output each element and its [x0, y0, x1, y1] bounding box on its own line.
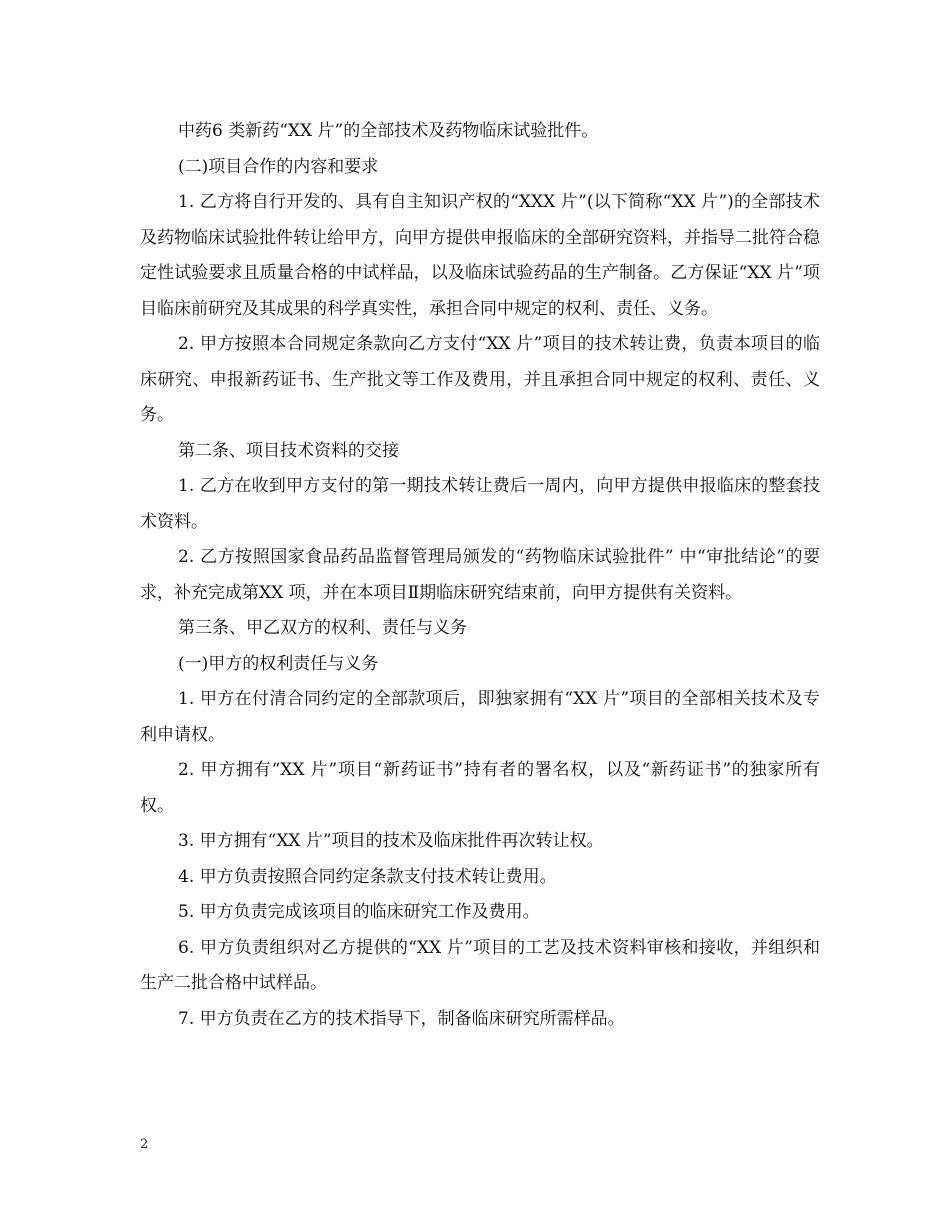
page-number: 2 — [140, 1137, 149, 1152]
document-body — [140, 114, 820, 1037]
section-heading-party-a-rights: (一)甲方的权利责任与义务 — [178, 653, 379, 674]
paragraph-7: 2. 乙方按照国家食品药品监督管理局颁发的“药物临床试验批件” 中“审批结论”的要求，补充完成第XX 项，并在本项目Ⅱ期临床研究结束前，向甲方提供有关资料。 — [140, 547, 820, 603]
paragraph-16: 7. 甲方负责在乙方的技术指导下，制备临床研究所需样品。 — [178, 1008, 625, 1029]
paragraph-15: 6. 甲方负责组织对乙方提供的“XX 片”项目的工艺及技术资料审核和接收，并组织和生产二批合格中试样品。 — [140, 937, 820, 993]
section-heading-project-cooperation: (二)项目合作的内容和要求 — [178, 156, 379, 177]
paragraph-4: 2. 甲方按照本合同规定条款向乙方支付“XX 片”项目的技术转让费，负责本项目的临床研究、申报新药证书、生产批文等工作及费用，并且承担合同中规定的权利、责任、义务。 — [140, 334, 820, 425]
paragraph-10: 1. 甲方在付清合同约定的全部款项后，即独家拥有“XX 片”项目的全部相关技术及专利申请权。 — [140, 689, 820, 745]
paragraph-1: 中药6 类新药“XX 片”的全部技术及药物临床试验批件。 — [178, 121, 599, 141]
paragraph-14: 5. 甲方负责完成该项目的临床研究工作及费用。 — [178, 902, 540, 922]
paragraph-11: 2. 甲方拥有“XX 片”项目“新药证书”持有者的署名权，以及“新药证书”的独家所有权。 — [140, 760, 820, 816]
article-heading-2: 第二条、项目技术资料的交接 — [178, 440, 399, 461]
article-heading-3: 第三条、甲乙双方的权利、责任与义务 — [178, 618, 467, 638]
paragraph-3: 1. 乙方将自行开发的、具有自主知识产权的“XXX 片”(以下简称“XX 片”)的全部技术及药物临床试验批件转让给甲方，向甲方提供申报临床的全部研究资料，并指导二批符合稳定性试验要求且质量合格的中试样品，以及临床试验药品的生产制备。乙方保证“XX 片”项目临床前研究及其成果的科学真实性，承担合同中规定的权利、责任、义务。 — [140, 192, 820, 319]
paragraph-6: 1. 乙方在收到甲方支付的第一期技术转让费后一周内，向甲方提供申报临床的整套技术资料。 — [140, 476, 820, 532]
paragraph-13: 4. 甲方负责按照合同约定条款支付技术转让费用。 — [178, 866, 557, 887]
paragraph-12: 3. 甲方拥有“XX 片”项目的技术及临床批件再次转让权。 — [178, 831, 604, 851]
